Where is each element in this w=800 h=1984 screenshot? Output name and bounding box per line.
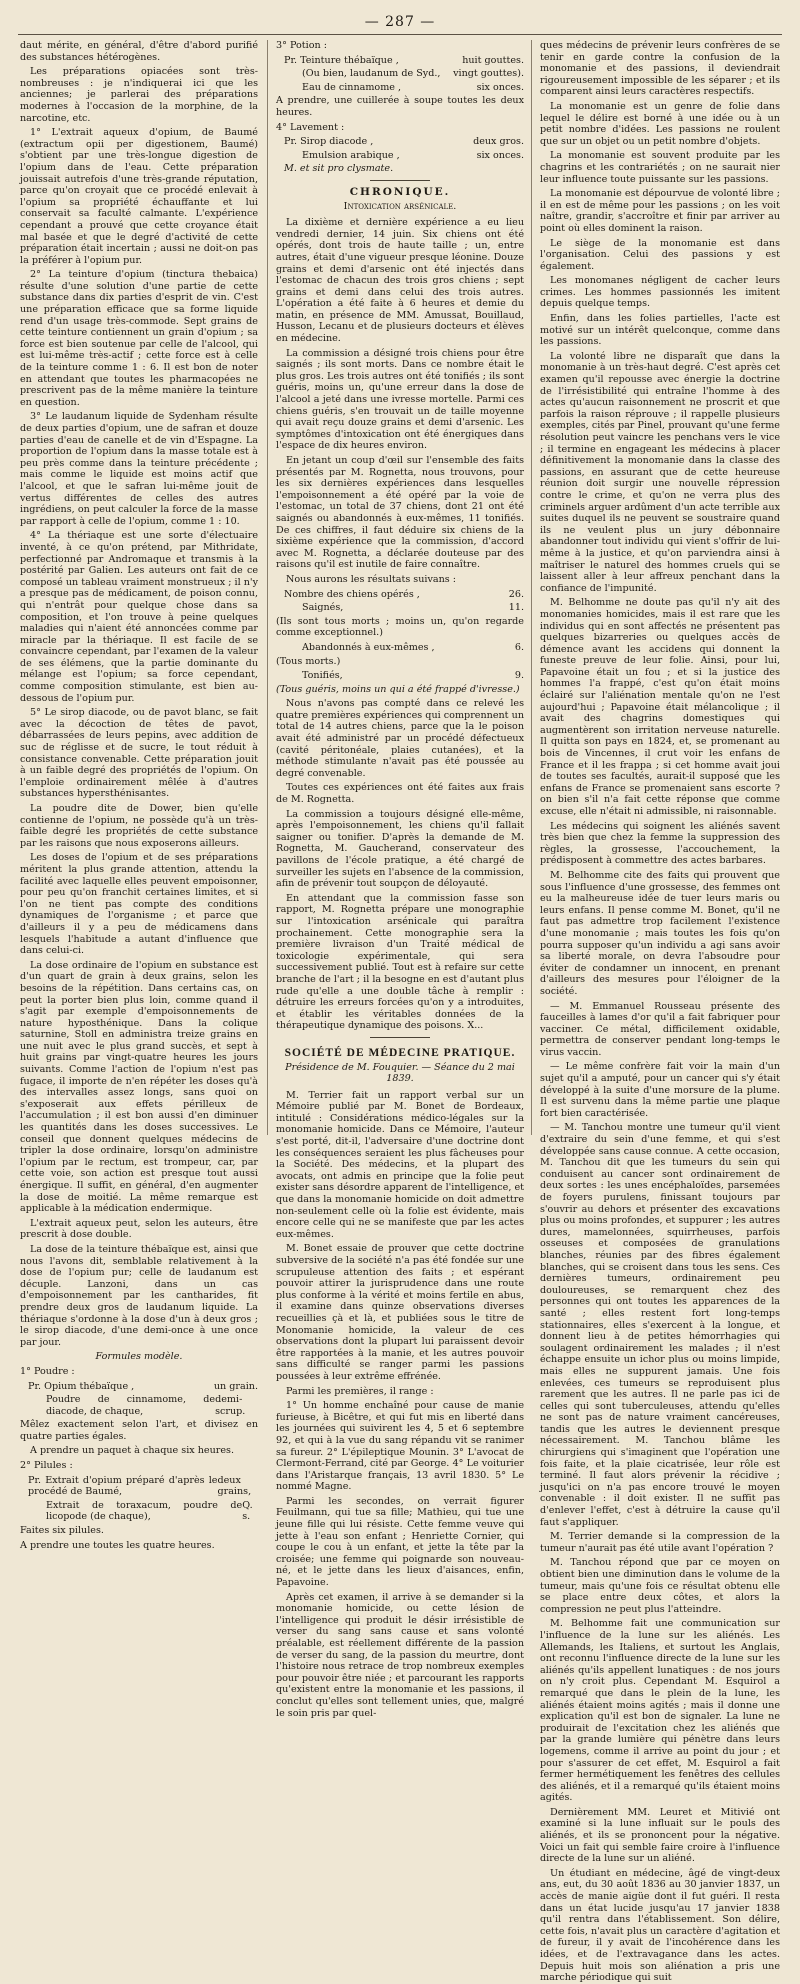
formula-line (284, 136, 524, 148)
formula-instruction (284, 163, 524, 175)
paragraph: M. Terrier fait un rapport verbal sur un Mémoire publié par M. Bonet de Bordeaux, intitulé : Considérations médico-légales sur la monomanie homicide. Dans ce Mémoire, l'auteur s'est porté, dit-il, l'adversaire d'une doctrine dont les conséquences seraient les plus fâcheuses pour la Société. Des médecins, et la plupart des avocats, ont admis en principe que la folie peut exister sans désordre apparent de l'intelligence, et que dans la monomanie homicide on doit admettre non-seulement celle où la folie est évidente, mais encore celle qui ne se manifeste que par les actes eux-mêmes. (276, 1089, 524, 1240)
paragraph (276, 893, 524, 1032)
formula-label: 4° Lavement : (276, 121, 345, 133)
formula-instruction: A prendre un paquet à chaque six heures. (30, 1445, 234, 1457)
results-value: 26. (508, 588, 524, 600)
paragraph: Parmi les secondes, on verrait figurer Feuilmann, qui tue sa fille; Mathieu, qui tue une jeune fille qui lui résiste. Cette femme veuve qui jette à l'eau son enfant ; Henriette Cornier, qui coupe le cou à un enfant, et jette la tête par la croisée; une femme qui poignarde son nouveau-né, et le jette dans les lieux d'aisances, enfin, Papavoine. (276, 1495, 524, 1589)
paragraph: La commission a désigné trois chiens pour être saignés ; ils sont morts. Dans ce nombre était le plus gros. Les trois autres ont été tonifiés ; ils sont guéris, moins un, qu'une erreur dans la dose de l'alcool a jeté dans une ivresse mortelle. Parmi ces chiens guéris, s'en trouvait un de taille moyenne qui avait reçu douze grains et demi d'arsenic. Les symptômes d'intoxication ont été énergiques dans l'espace de dix heures environ. (276, 347, 524, 452)
results-label: Abandonnés à eux-mêmes , (302, 641, 435, 653)
paragraph: M. Terrier demande si la compression de la tumeur n'aurait pas été utile avant l'opération ? (540, 1531, 780, 1554)
formula-instruction: Faites six pilules. (20, 1525, 104, 1537)
formula-line (28, 1500, 258, 1523)
paragraph: — M. Tanchou montre une tumeur qu'il vient d'extraire du sein d'une femme, et qui s'est développée sans cause connue. A cette occasion, M. Tanchou dit que les tumeurs du sein qui conduisent au cancer sont ordinairement de deux sortes : les unes encéphaloïdes, parsemées de foyers purulens, finissant toujours par s'ouvrir au dehors et présenter des excavations plus ou moins profondes, et suppurer ; les autres dures, mamelonnées, squirrheuses, parfois osseuses et composées de granulations blanches, réunies par des fibres également blanches, qui se croisent dans tous les sens. Ces dernières tumeurs, ordinairement peu douloureuses, se remarquent chez des personnes qui ont toutes les apparences de la santé ; elles restent fort long-temps stationnaires, elles s'exercent à la longue, et donnent lieu à de petites hémorrhagies qui soulagent ordinairement les malades ; il n'est échappe ensuite un ichor plus ou moins limpide, mais elles ne suppurent jamais. Une fois enlevées, ces tumeurs se reproduisent plus rarement que les autres. Il ne parle pas ici de celles qui sont tuberculeuses, attendu qu'elles ne sont pas de nature vraiment cancéreuses, tandis que les autres le deviennent presque nécessairement. M. Tanchou blâme les chirurgiens qui s'imaginent que l'opération une fois faite, et la plaie cicatrisée, leur rôle est terminé. Il faut alors prévenir la récidive ; jusqu'ici on n'a pas encore trouvé le moyen convenable : il doit exister. Il ne suffit pas d'enlever l'effet, c'est à détruire la cause qu'il faut s'appliquer. (540, 1122, 780, 1528)
formula-ingredient: Pr. Teinture thébaïque , (284, 54, 399, 66)
paragraph: 1° L'extrait aqueux d'opium, de Baumé (extractum opii per digestionem, Baumé) s'obtient par une très-longue digestion de l'opium dans de l'eau. Cette préparation jouissait autrefois d'une très-grande réputation, parce qu'on croyait que ce procédé enlevait à l'opium sa propriété échauffante et lui conservait sa faculté calmante. L'expérience cependant a prouvé que cette croyance était mal basée et que le degré d'activité de cette préparation était incertain ; aussi ne doit-on pas la préférer à l'opium pur. (20, 127, 258, 266)
results-value: 9. (514, 670, 524, 682)
paragraph: La monomanie est souvent produite par les chagrins et les contrariétés ; on ne saurait nier leur influence toute puissante sur les passions. (540, 150, 780, 185)
column-divider-2 (531, 40, 532, 1135)
results-value: 6. (514, 641, 524, 653)
formula-line (284, 55, 524, 67)
separator (370, 1037, 430, 1038)
paragraph: En jetant un coup d'œil sur l'ensemble des faits présentés par M. Rognetta, nous trouvons, pour les six dernières expériences dans lesquelles l'empoisonnement a été opéré par la voie de l'estomac, un total de 37 chiens, dont 21 ont été saignés ou abandonnés à eux-mêmes, 11 tonifiés. De ces chiffres, il faut déduire six chiens de la sixième expérience que la commission, d'accord avec M. Rognetta, a déclarée douteuse par des raisons qu'il est inutile de faire connaître. (276, 455, 524, 571)
results-note-text: (Tous guéris, moins un qui a été frappé d'ivresse.) (276, 683, 520, 695)
paragraph: Les monomanes négligent de cacher leurs crimes. Les hommes passionnés les imitent depuis quelque temps. (540, 275, 780, 310)
formules-title (20, 1351, 258, 1363)
paragraph: 1° Un homme enchaîné pour cause de manie furieuse, à Bicêtre, et qui fut mis en liberté dans les journées qui suivirent les 4, 5 et 6 septembre 92, et qui à la vue du sang répandu vit se ranimer sa fureur. 2° L'épileptique Mounin. 3° L'avocat de Clermont-Ferrand, cité par George. 4° Le voiturier dans l'Aristarque français, 13 avril 1830. 5° Le nommé Magne. (276, 1400, 524, 1493)
formula-line (28, 1475, 258, 1498)
formula-instruction: A prendre, une cuillerée à soupe toutes les deux heures. (276, 95, 524, 118)
separator (370, 180, 430, 181)
session-info: Présidence de M. Fouquier. — Séance du 2 mai 1839. (285, 1061, 515, 1085)
paragraph: La dose ordinaire de l'opium en substance est d'un quart de grain à deux grains, selon les besoins de la répétition. Dans certains cas, on peut la porter bien plus loin, comme quand il s'agit par exemple d'empoisonnements de nature hyposthénique. Dans la colique saturnine, Stoll en administra treize grains en une nuit avec le plus grand succès, et sept à huit grains par vingt-quatre heures les jours suivants. Comme l'action de l'opium n'est pas fugace, il importe de n'en répéter les doses qu'à des intervalles assez longs, sans quoi on s'exposerait aux effets périlleux de l'accumulation ; il est bon aussi d'en diminuer les quantités dans les doses successives. Le conseil que donnent quelques médecins de tripler la dose ordinaire, lorsqu'on administre l'opium par le rectum, est trompeur, car, par cette voie, son action est presque tout aussi énergique. Il suffit, en général, d'en augmenter la dose de moitié. La même remarque est applicable à la médication endermique. (20, 959, 258, 1215)
paragraph: 3° Le laudanum liquide de Sydenham résulte de deux parties d'opium, une de safran et douze parties d'eau de canelle et de vin d'Espagne. La proportion de l'opium dans la masse totale est à peu près comme dans la teinture précédente ; mais comme le liquide est moins actif que l'alcool, et que le safran lui-même jouit de vertus différentes de celles des autres ingrédiens, on peut calculer la force de la masse par rapport à celle de l'opium, comme 1 : 10. (20, 411, 258, 527)
formula-dose: deux grains, (217, 1474, 252, 1498)
results-row (284, 642, 524, 654)
paragraph: La poudre dite de Dower, bien qu'elle contienne de l'opium, ne possède qu'à un très-faible degré les propriétés de cette substance par les raisons que nous exposerons ailleurs. (20, 803, 258, 849)
results-label: Saignés, (302, 602, 344, 614)
page-number: — 287 — (364, 14, 436, 30)
formula-ingredient: Pr. Extrait d'opium préparé d'après le procédé de Baumé, (28, 1474, 218, 1498)
formula-ingredient: Poudre de cinnamome, de diacode, de chaque, (46, 1394, 216, 1417)
results-label: Nombre des chiens opérés , (284, 588, 420, 600)
formula-instruction-text: M. et sit pro clysmate. (284, 163, 394, 175)
paragraph: ques médecins de prévenir leurs confrères de se tenir en garde contre la confusion de la monomanie et des passions, il deviendrait rigoureusement impossible de les séparer ; et ils comparent ainsi leurs caractères respectifs. (540, 40, 780, 98)
formula-ingredient: (Ou bien, laudanum de Syd., (302, 68, 441, 80)
paragraph: M. Belhomme fait une communication sur l'influence de la lune sur les aliénés. Les Allemands, les Italiens, et surtout les Anglais, ont reconnu l'influence directe de la lune sur les aliénés qu'ils appellent lunatiques : de nos jours on n'y croit plus. Cependant M. Esquirol a remarqué que dans le plein de la lune, les aliénés étaient moins agités ; mais il donne une explication qu'il est bon de signaler. La lune ne produirait de l'excitation chez les aliénés que par la grande lumière qui pénètre dans leurs logemens, comme il arrive au point du jour ; et pour s'assurer de cet effet, M. Esquirol a fait fermer hermétiquement les fenêtres des cellules des aliénés, et il a remarqué qu'ils étaient moins agités. (540, 1618, 780, 1804)
paragraph: Dernièrement MM. Leuret et Mitivié ont examiné si la lune influait sur le pouls des aliénés, et ils se prononcent pour la négative. Voici un fait qui semble faire croire à l'influence directe de la lune sur un aliéné. (540, 1806, 780, 1865)
formula-ingredient: Pr. Sirop diacode , (284, 136, 374, 148)
paragraph: La monomanie est dépourvue de volonté libre ; il en est de même pour les passions ; on les voit naître, grandir, s'accroître et finir par arriver au point où elles dominent la raison. (540, 188, 780, 234)
paragraph: M. Belhomme ne doute pas qu'il n'y ait des monomanies homicides, mais il est rare que les individus qui en sont affectés ne présentent pas quelques bizarreries ou quelques accès de démence avant les accidens qui donnent la funeste preuve de leur folie. Ainsi, pour lui, Papavoine était un fou ; et si la justice des hommes l'a frappé, c'est qu'on était moins éclairé sur l'aliénation mentale qu'on ne l'est aujourd'hui ; Papavoine était mélancolique ; il avait des chagrins domestiques qui augmentèrent son irritation nerveuse naturelle. Il quitta son pays en 1824, et, se promenant au bois de Vincennes, il crut voir les enfans de France et il les frappa ; si cet homme avait joui de toutes ses facultés, aurait-il supposé que les enfans de France se promenaient sans escorte ? on bien s'il n'a fait cette réponse que comme excuse, elle n'était ni admissible, ni raisonnable. (540, 597, 780, 817)
paragraph: La monomanie est un genre de folie dans lequel le délire est borné à une idée ou à un petit nombre d'idées. Les passions ne roulent que sur un objet ou un petit nombre d'objets. (540, 100, 780, 147)
paragraph: M. Tanchou répond que par ce moyen on obtient bien une diminution dans le volume de la tumeur, mais qu'une fois ce résultat obtenu elle se place entre deux côtes, et alors la compression ne peut plus l'atteindre. (540, 1557, 780, 1615)
paragraph: — M. Emmanuel Rousseau présente des fauceilles à lames d'or qu'il a fait fabriquer pour vacciner. Ce métal, difficilement oxidable, permettra de conserver pendant long-temps le virus vaccin. (540, 1000, 780, 1058)
paragraph: Les médecins qui soignent les aliénés savent très bien que chez la femme la suppression des règles, la grossesse, l'accouchement, la prédisposent à commettre des actes barbares. (540, 820, 780, 867)
paragraph: L'extrait aqueux peut, selon les auteurs, être prescrit à dose double. (20, 1217, 258, 1241)
results-row (284, 589, 524, 601)
formula-line (28, 1394, 258, 1417)
section-title: SOCIÉTÉ DE MÉDECINE PRATIQUE. (284, 1046, 516, 1059)
results-note: (Tous morts.) (276, 655, 341, 667)
formula-dose: huit gouttes. (462, 54, 524, 66)
paragraph: daut mérite, en général, d'être d'abord purifié des substances hétérogènes. (20, 40, 258, 63)
chronique-subheading: Intoxication arsénicale. (343, 200, 457, 212)
paragraph: La dose de la teinture thébaïque est, ainsi que nous l'avons dit, semblable relativement à la dose de l'opium pur; celle de laudanum est décuple. Lanzoni, dans un cas d'empoisonnement par les cantharides, fit prendre deux gros de laudanum liquide. La thériaque s'ordonne à la dose d'un à deux gros ; le sirop diacode, d'une demi-once à une once par jour. (20, 1243, 258, 1348)
paragraph: Nous n'avons pas compté dans ce relevé les quatre premières expériences qui comprennent un total de 14 autres chiens, parce que la le poison avait été administré par un procédé défectueux (cavité péritonéale, plaies cutanées), et la méthode stimulante n'avait pas été poussée au degré convenable. (276, 698, 524, 779)
results-note: (Ils sont tous morts ; moins un, qu'on regarde comme exceptionnel.) (276, 615, 524, 639)
formula-line (284, 82, 524, 94)
paragraph: Le siège de la monomanie est dans l'organisation. Celui des passions y est également. (540, 237, 780, 272)
formula-dose: six onces. (476, 149, 524, 161)
formula-ingredient: Extrait de toraxacum, poudre de licopode (de chaque), (46, 1499, 243, 1523)
paragraph: 2° La teinture d'opium (tinctura thebaica) résulte d'une solution d'une partie de cette substance dans dix parties d'esprit de vin. C'est une préparation efficace que sa forme liquide rend d'un usage très-commode. Sept grains de cette teinture contiennent un grain d'opium ; sa force est bien soutenue par celle de l'alcool, qui est lui-même très-actif ; cette force est à celle de la teinture comme 1 : 6. Il est bon de noter en attendant que toutes les pharmacopées ne prescrivent pas de la même manière la teinture en question. (20, 269, 258, 408)
formula-line (28, 1381, 258, 1393)
formula-label: 3° Potion : (276, 40, 327, 51)
top-rule (18, 34, 782, 35)
formula-dose: vingt gouttes). (453, 68, 524, 80)
formula-ingredient: Pr. Opium thébaïque , (28, 1380, 135, 1392)
formula-ingredient: Eau de cinnamome , (302, 81, 402, 93)
paragraph: La dixième et dernière expérience a eu lieu vendredi dernier, 14 juin. Six chiens ont été opérés, dont trois de haute taille ; un, entre autres, était d'une vigueur presque léonine. Douze grains et demi d'arsenic ont été injectés dans l'estomac de chacun des trois gros chiens ; sept grains et demi dans celui des trois autres. L'opération a été faite à 6 heures et demie du matin, en présence de MM. Amussat, Bouillaud, Husson, Lecanu et de plusieurs docteurs et élèves en médecine. (276, 217, 524, 345)
paragraph: Enfin, dans les folies partielles, l'acte est motivé sur un intérêt quelconque, comme dans les passions. (540, 313, 780, 348)
signature: X... (467, 1020, 484, 1032)
formula-instruction: Mêlez exactement selon l'art, et divisez en quatre parties égales. (20, 1419, 258, 1442)
chronique-heading: CHRONIQUE. (349, 185, 451, 198)
formula-dose: Q. s. (242, 1499, 253, 1523)
column-divider-1 (267, 40, 268, 1135)
formula-line (284, 150, 524, 162)
paragraph: 4° La thériaque est une sorte d'électuaire inventé, à ce qu'on prétend, par Mithridate, perfectionné par Andromaque et transmis à la postérité par Galien. Les auteurs ont fait de ce composé un tableau vraiment monstrueux ; il n'y a presque pas de médicament, de poison connu, qui n'entrât pour quelque chose dans sa composition, et l'on trouve à peine quelques maladies qui n'aient été annoncées comme par miracle par la thériaque. Il est facile de se convaincre cependant, par l'examen de la valeur de ses élémens, que la partie dominante du mélange est l'opium; sa force cependant, comme composition stimulante, est bien au-dessous de l'opium pur. (20, 530, 258, 704)
paragraph: Toutes ces expériences ont été faites aux frais de M. Rognetta. (276, 782, 524, 806)
formula-dose: deux gros. (473, 136, 524, 148)
column-right (540, 40, 780, 1984)
formula-label: 2° Pilules : (20, 1460, 73, 1472)
paragraph: M. Belhomme cite des faits qui prouvent que sous l'influence d'une grossesse, des femmes ont eu la malheureuse idée de tuer leurs maris ou leurs enfans. Il pense comme M. Bonet, qu'il ne faut pas admettre trop facilement l'existence d'une monomanie ; mais toutes les fois qu'on pourra supposer qu'un individu a agi sans avoir sa liberté morale, on devra l'absoudre pour éviter de condamner un innocent, en prenant d'ailleurs des mesures pour l'éloigner de la société. (540, 869, 780, 997)
formula-line (284, 68, 524, 80)
column-middle (276, 40, 524, 1719)
formula-dose: demi-scrup. (215, 1394, 246, 1417)
paragraph: La commission a toujours désigné elle-même, après l'empoisonnement, les chiens qu'il fallait saigner ou tonifier. D'après la demande de M. Rognetta, M. Gaucherand, conservateur des pavillons de l'école pratique, a été chargé de surveiller les sujets en l'absence de la commission, afin de prévenir tout soupçon de déloyauté. (276, 808, 524, 890)
paragraph: — Le même confrère fait voir la main d'un sujet qu'il a amputé, pour un cancer qui s'y était développé à la suite d'une morsure de la plume. Il est survenu dans la même partie une plaque fort bien caractérisée. (540, 1061, 780, 1119)
paragraph: Les doses de l'opium et de ses préparations méritent la plus grande attention, attendu la facilité avec laquelle elles peuvent empoisonner, pour peu qu'on franchit certaines limites, et si l'on ne tient pas compte des conditions dynamiques de l'organisme ; et parce que d'ailleurs il y a peu de médicamens dans lesquels l'habitude a autant d'influence que dans celui-ci. (20, 852, 258, 957)
paragraph: Nous aurons les résultats suivans : (286, 573, 456, 585)
results-row (284, 602, 524, 614)
paragraph-text: En attendant que la commission fasse son rapport, M. Rognetta prépare une monographie sur l'intoxication arsénicale qui paraîtra prochainement. Cette monographie sera la première livraison d'un Traité médical de toxicologie expérimentale, qui sera successivement publié. Tout est à refaire sur cette branche de l'art ; il la besogne en est d'autant plus rude qu'elle a une double tâche à remplir : détruire les erreurs forcées qu'on y a introduites, et établir les véritables données de la thérapeutique dynamique des poisons. (276, 892, 524, 1032)
formula-instruction: A prendre une toutes les quatre heures. (20, 1539, 215, 1551)
results-note (276, 684, 524, 696)
paragraph: La volonté libre ne disparaît que dans la monomanie à un très-haut degré. C'est après cet examen qu'il repousse avec énergie la doctrine de l'irrésistibilité qui entraîne l'homme à des actes qu'aucun raisonnement ne proscrit et que parfois la raison réprouve ; il rappelle plusieurs exemples, cités par Pinel, prouvant qu'une ferme résolution peut vaincre les penchans vers le vice ; il termine en engageant les médecins à placer définitivement la monomanie dans la classe des passions, en assurant que de cette heureuse réunion doit surgir une nouvelle répression contre le crime, et qu'on ne verra plus des criminels arguer ardûment d'un acte terrible aux suites duquel ils ne peuvent se soustraire quand ils ne veulent plus un jury débonnaire abandonner tout individu qui vient s'offrir de lui-même à la justice, et qu'on parviendra ainsi à maîtriser le naturel des hommes cruels qui se laissent aller à leur affreux penchant dans la confiance de l'impunité. (540, 350, 780, 594)
paragraph: Parmi les premières, il range : (286, 1385, 434, 1397)
paragraph: M. Bonet essaie de prouver que cette doctrine subversive de la société n'a pas été fondée sur une scrupuleuse attention des faits ; et espérant pouvoir attirer la jurisprudence dans une route plus conforme à la vérité et moins fertile en abus, il examine dans quinze observations diverses recueillies çà et là, et publiées sous le titre de Monomanie homicide, la valeur de ces observations dont la plupart lui paraissent devoir être rapportées à la manie, et les autres pouvoir sans difficulté se ranger parmi les passions poussées à leur extrême effrénée. (276, 1243, 524, 1382)
paragraph: 5° Le sirop diacode, ou de pavot blanc, se fait avec la décoction de têtes de pavot, débarrassées de leurs pepins, avec addition de suc de réglisse et de sucre, le tout réduit à consistance convenable. Cette préparation jouit à un faible degré des propriétés de l'opium. On l'emploie ordinairement mêlée à d'autres substances hypersthénisantes. (20, 707, 258, 800)
paragraph: Les préparations opiacées sont très-nombreuses : je n'indiquerai ici que les anciennes; je parlerai des préparations modernes à l'occasion de la morphine, de la narcotine, etc. (20, 66, 258, 124)
column-left (20, 40, 258, 1551)
results-value: 11. (508, 602, 524, 614)
paragraph: Après cet examen, il arrive à se demander si la monomanie homicide, ou cette lésion de l'intelligence qui produit le désir irrésistible de verser du sang sans cause et sans volonté préalable, est réellement différente de la passion de verser du sang, de la passion du meurtre, dont l'histoire nous retrace de trop nombreux exemples pour pouvoir être niée ; et parcourant les rapports qu'existent entre la monomanie et les passions, il conclut qu'elles sont tellement unies, que, malgré le soin pris par quel- (276, 1591, 524, 1719)
formula-label: 1° Poudre : (20, 1365, 75, 1377)
paragraph: Un étudiant en médecine, âgé de vingt-deux ans, eut, du 30 août 1836 au 30 janvier 1837, un accès de manie aigüe dont il fut guéri. Il resta dans un état lucide jusqu'au 17 janvier 1838 qu'il rentra dans l'établissement. Son délire, cette fois, n'avait plus un caractère d'agitation et de fureur, il y avait de l'incohérence dans les idées, et de l'extravagance dans les actes. Depuis huit mois son aliénation a pris une marche périodique qui suit (540, 1867, 780, 1984)
formula-ingredient: Emulsion arabique , (302, 149, 400, 161)
results-row (284, 670, 524, 682)
formula-dose: un grain. (213, 1380, 258, 1392)
formula-dose: six onces. (476, 81, 524, 93)
formules-title-text: Formules modèle. (95, 1351, 183, 1363)
results-label: Tonifiés, (302, 670, 343, 682)
